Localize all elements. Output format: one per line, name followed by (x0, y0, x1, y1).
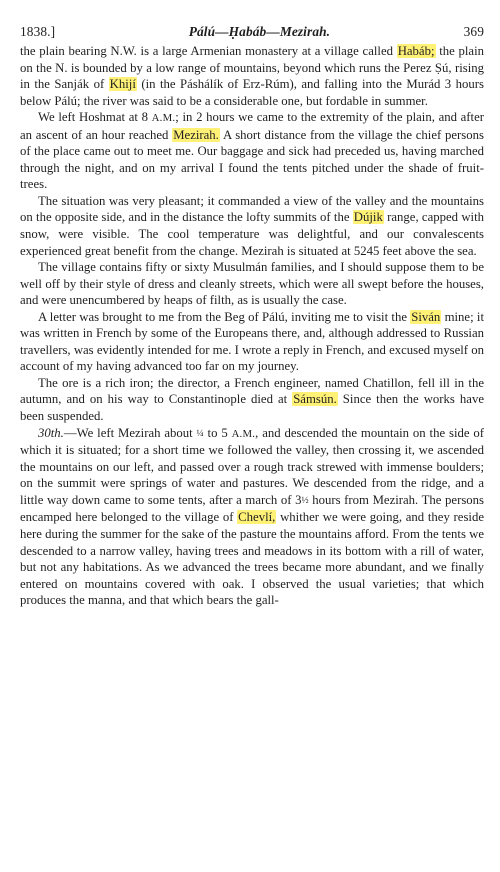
text-run: The village contains fifty or sixty Musulmán families, and I should suppose them to be well off by their style of dress and cleanly streets, which were all swept before the houses, and were unencumbered by heaps of filth, as is usually the case. (20, 260, 484, 308)
text-run: , and descended the mountain on the side of which it is situated; for a short time we followed the valley, then crossing it, we ascended the mountains on our left, and passed over a rough track strewed with immense boulders; on the summit were springs of water and pastures. We descended from the ridge, and a little way down came to some tents, after a march of 3 (20, 425, 485, 507)
text-run: whither we were going, and they reside here during the summer for the sake of the pasture the mountains afford. From the tents we descended to a narrow valley, having trees and meadows in its bottom with a rill of water, but not any habitations. As we advanced the trees became more abundant, and we finally entered on mountains covered with oak. I observed the usual varieties; that which produces the manna, and that which bears the gall- (20, 510, 484, 608)
highlighted-place-name: Dújik (353, 210, 383, 225)
text-run: A short distance from the village the chief persons of the place came out to meet me. Our baggage and sick had preceded us, having marched through the night, and on my arrival I found the tents pitched under the shade of fruit-trees. (20, 127, 484, 192)
paragraph-4 (20, 259, 484, 309)
paragraph-7 (20, 425, 484, 609)
text-run: range, capped with snow, were visible. The cool temperature was delightful, and our convalescents experienced great benefit from the change. Mezirah is situated at 5245 feet above the sea. (20, 210, 484, 258)
paragraph-3 (20, 193, 484, 259)
text-run: The ore is a rich iron; the director, a French engineer, named Chatillon, fell ill in the autumn, and on his way to Constantinople died at (20, 375, 484, 407)
highlighted-place-name: Chevlí, (238, 510, 276, 525)
text-run: mine; it was written in French by some of the Europeans there, and, although addressed to Russian travellers, was evidently intended for me. I wrote a reply in French, and excused myself on account of my having advanced too far on my journey. (20, 309, 484, 374)
text-run: Since then the works have been suspended. (20, 392, 484, 424)
header-year: 1838.] (20, 24, 56, 39)
date-heading: 30th. (38, 425, 64, 440)
text-run: to 5 (203, 425, 232, 440)
text-run: hours from Mezirah. The persons encamped here belonged to the village of (20, 492, 484, 525)
text-run: the plain bearing N.W. is a large Armenian monastery at a village called (20, 44, 397, 58)
text-run: A letter was brought to me from the Beg of Pálú, inviting me to visit the (38, 309, 411, 324)
highlighted-place-name: Habáb; (397, 44, 435, 58)
fraction: ¼ (196, 428, 204, 439)
page-number: 369 (463, 24, 484, 39)
time-abbreviation: A.M. (151, 112, 176, 125)
highlighted-place-name: Sámsún. (293, 392, 337, 407)
paragraph-6 (20, 375, 484, 425)
text-run: ; in 2 hours we came to the extremity of the plain, and after an ascent of an hour reached (20, 110, 485, 142)
highlighted-place-name: Khijí (109, 77, 136, 92)
time-abbreviation: A.M. (231, 427, 256, 440)
text-run: —We left Mezirah about (63, 425, 197, 440)
fraction: ½ (301, 495, 309, 506)
document-body (20, 43, 484, 609)
paragraph-2 (20, 109, 484, 193)
text-run: the plain on the N. is bounded by a low range of mountains, beyond which runs the Perez Ṣú, rising in the Sanják of (20, 44, 484, 92)
highlighted-place-name: Mezirah. (173, 127, 219, 142)
text-run: (in the Páshálík of Erz-Rúm), and falling into the Murád 3 hours below Pálú; the river was said to be a considerable one, but fordable in summer. (20, 77, 484, 108)
header-title: Pálú—Ḥabáb—Mezirah. (188, 24, 331, 39)
text-run: We left Hoshmat at 8 (38, 110, 152, 125)
text-run: The situation was very pleasant; it commanded a view of the valley and the mountains on the opposite side, and in the distance the lofty summits of the (20, 193, 484, 225)
paragraph-5 (20, 309, 484, 375)
paragraph-1 (20, 43, 484, 109)
highlighted-place-name: Siván (411, 309, 441, 324)
running-header (20, 24, 484, 40)
